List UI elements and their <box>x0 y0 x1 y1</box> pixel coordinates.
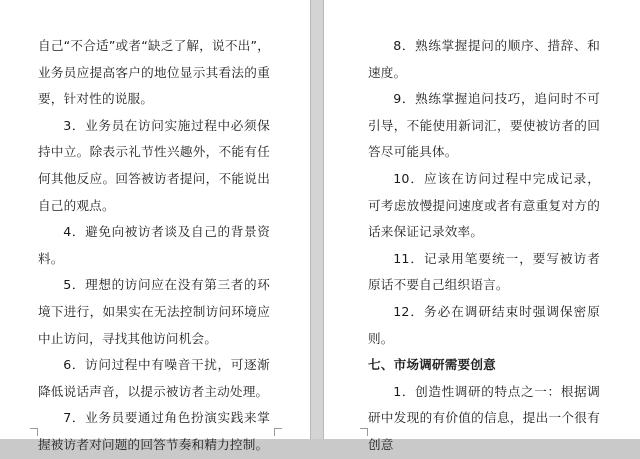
paragraph-item-3: 3．业务员在访问实施过程中必须保持中立。除表示礼节性兴趣外，不能有任何其他反应。回答被访者提问，不能说出自己的观点。 <box>38 117 270 213</box>
paragraph-item-8: 8．熟练掌握提问的顺序、措辞、和速度。 <box>368 38 600 80</box>
section-heading: 七、市场调研需要创意 <box>368 357 496 373</box>
paragraph-item-12: 12．务必在调研结束时强调保密原则。 <box>368 303 600 346</box>
margin-corner-mark <box>30 428 38 436</box>
margin-corner-mark <box>274 428 282 436</box>
paragraph-section-item-1: 1．创造性调研的特点之一：根据调研中发现的有价值的信息，提出一个很有创意 <box>368 383 600 452</box>
document-page-right <box>324 0 640 452</box>
paragraph-item-9: 9．熟练掌握追问技巧，追问时不可引导，不能使用新词汇，要使被访者的回答尽可能具体。 <box>368 91 600 160</box>
paragraph-item-7: 7．业务员要通过角色扮演实践来掌握被访者对问题的回答节奏和精力控制。 <box>38 410 270 452</box>
paragraph-item-6: 6．访问过程中有噪音干扰，可逐渐降低说话声音，以提示被访者主动处理。 <box>38 357 270 399</box>
margin-corner-mark <box>360 428 368 436</box>
page-gap <box>310 0 324 439</box>
paragraph-item-4: 4．避免向被访者谈及自己的背景资料。 <box>38 224 270 266</box>
paragraph-item-10: 10．应该在访问过程中完成记录，可考虑放慢提问速度或者有意重复对方的话来保证记录效率。 <box>368 170 600 240</box>
paragraph-item-5: 5．理想的访问应在没有第三者的环境下进行，如果实在无法控制访问环境应中止访问，寻找其他访问机会。 <box>38 277 270 346</box>
paragraph-item-11: 11．记录用笔要统一，要写被访者原话不要自己组织语言。 <box>368 250 600 293</box>
page-text-left <box>38 33 270 459</box>
paragraph-continuation: 自己“不合适”或者“缺乏了解，说不出”，业务员应提高客户的地位显示其看法的重要，针对性的说服。 <box>38 38 270 107</box>
document-page-left <box>0 0 310 452</box>
page-text-right <box>368 33 600 459</box>
